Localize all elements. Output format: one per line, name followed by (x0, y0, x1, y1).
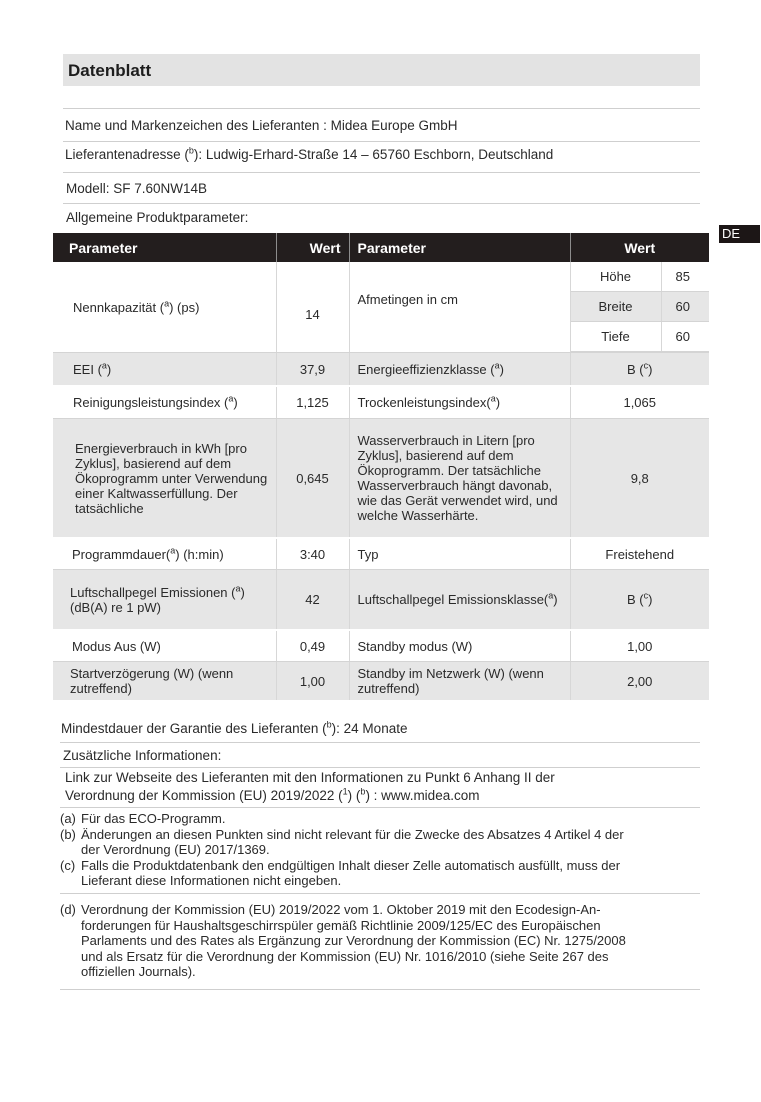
table-row (53, 630, 709, 662)
param-value-2: B ($^c$) (570, 353, 709, 387)
dimensions-cell (570, 262, 709, 353)
table-header (53, 233, 709, 262)
dim-value: 85 (661, 262, 709, 292)
param-value-2: Freistehend (570, 538, 709, 570)
divider (60, 893, 700, 894)
param-label-2: Energieeffizienzklasse ($^a$) (349, 353, 570, 387)
dim-value: 60 (661, 292, 709, 322)
capacity-value: 14 (276, 262, 349, 353)
param-value: 0,49 (276, 630, 349, 662)
capacity-label: Nennkapazität ($^a$) (ps) (53, 262, 276, 353)
footnote-a: (a) Für das ECO-Programm. (60, 811, 226, 826)
dim-value: 60 (661, 322, 709, 352)
dimensions-label: Afmetingen in cm (349, 262, 570, 353)
footnote-d-line: offiziellen Journals). (81, 964, 196, 979)
param-label-2: Wasserverbrauch in Litern [pro Zyklus], basierend auf dem Ökoprogramm. Der tatsächliche Wasserverbrauch hängt davonab, wie das Gerät verwendet wird, und welche Wasserhärte. (349, 419, 570, 539)
param-label-2: Standby im Netzwerk (W) (wenn zutreffend) (349, 662, 570, 702)
dim-key: Höhe (571, 262, 662, 292)
footnotes-abc (60, 811, 624, 889)
header-parameter-2: Parameter (349, 233, 570, 262)
table-row (53, 386, 709, 419)
divider (63, 172, 700, 173)
param-value: 1,125 (276, 386, 349, 419)
footnote-c: (c) Falls die Produktdatenbank den endgültigen Inhalt dieser Zelle automatisch ausfüllt, muss der (60, 857, 621, 873)
param-value: 37,9 (276, 353, 349, 387)
param-label-2: Trockenleistungsindex($^a$) (349, 386, 570, 419)
table-row (53, 570, 709, 631)
param-value-2: 1,065 (570, 386, 709, 419)
language-badge: DE (719, 225, 760, 243)
divider (63, 108, 700, 109)
spec-table (53, 233, 709, 702)
divider (63, 141, 700, 142)
param-value-2: 1,00 (570, 630, 709, 662)
param-value: 3:40 (276, 538, 349, 570)
link-info-line2: Verordnung der Kommission (EU) 2019/2022 ($^1$) ($^b$) : www.midea.com (65, 786, 480, 803)
dim-key: Tiefe (571, 322, 662, 352)
table-row (53, 662, 709, 702)
supplier-address: Lieferantenadresse ($^b$): Ludwig-Erhard-Straße 14 – 65760 Eschborn, Deutschland (65, 145, 554, 162)
footnote-d (60, 902, 626, 980)
param-label-2: Standby modus (W) (349, 630, 570, 662)
footnote-c-cont: Lieferant diese Informationen nicht eingeben. (81, 873, 342, 888)
footnote-b: (b) Änderungen an diesen Punkten sind nicht relevant für die Zwecke des Absatzes 4 Artikel 4 der (60, 826, 624, 842)
link-info-line1: Link zur Webseite des Lieferanten mit den Informationen zu Punkt 6 Anhang II der (65, 770, 555, 785)
param-label: Luftschallpegel Emissionen ($^a$) (dB(A) re 1 pW) (53, 570, 276, 631)
table-row (53, 419, 709, 539)
divider (63, 203, 700, 204)
param-label: Startverzögerung (W) (wenn zutreffend) (53, 662, 276, 702)
param-value: 0,645 (276, 419, 349, 539)
additional-info-label: Zusätzliche Informationen: (63, 748, 222, 763)
param-value-2: 9,8 (570, 419, 709, 539)
param-label: EEI ($^a$) (53, 353, 276, 387)
param-value-2: 2,00 (570, 662, 709, 702)
dimensions-table (571, 262, 710, 352)
divider (60, 742, 700, 743)
divider (60, 807, 700, 808)
param-value: 42 (276, 570, 349, 631)
param-value: 1,00 (276, 662, 349, 702)
header-value-2: Wert (570, 233, 709, 262)
footnote-b-cont: der Verordnung (EU) 2017/1369. (81, 842, 270, 857)
divider (60, 767, 700, 768)
param-label: Programmdauer($^a$) (h:min) (53, 538, 276, 570)
supplier-name: Name und Markenzeichen des Lieferanten : Midea Europe GmbH (65, 118, 458, 133)
header-value: Wert (276, 233, 349, 262)
page-title: Datenblatt (68, 61, 152, 80)
param-label: Modus Aus (W) (53, 630, 276, 662)
param-value-2: B ($^c$) (570, 570, 709, 631)
param-label-2: Luftschallpegel Emissionsklasse($^a$) (349, 570, 570, 631)
warranty-line: Mindestdauer der Garantie des Lieferanten ($^b$): 24 Monate (61, 719, 408, 736)
param-label: Energieverbrauch in kWh [pro Zyklus], basierend auf dem Ökoprogramm unter Verwendung einer Kaltwasserfüllung. Der tatsächliche (53, 419, 276, 539)
dim-key: Breite (571, 292, 662, 322)
param-label: Reinigungsleistungsindex ($^a$) (53, 386, 276, 419)
footnote-d-line: (d) Verordnung der Kommission (EU) 2019/2022 vom 1. Oktober 2019 mit den Ecodesign-An- (60, 902, 601, 917)
divider (60, 989, 700, 990)
header-parameter: Parameter (53, 233, 276, 262)
table-row (53, 353, 709, 387)
param-label-2: Typ (349, 538, 570, 570)
model-line: Modell: SF 7.60NW14B (66, 181, 208, 196)
footnote-d-line: Parlaments und des Rates als Ergänzung zur Verordnung der Kommission (EC) Nr. 1275/2008 (81, 933, 626, 948)
general-params-label: Allgemeine Produktparameter: (66, 210, 249, 225)
title-bar (63, 54, 700, 86)
footnote-d-line: forderungen für Haushaltsgeschirrspüler gemäß Richtlinie 2009/125/EC des Europäischen (81, 917, 601, 933)
table-row (53, 538, 709, 570)
footnote-d-line: und als Ersatz für die Verordnung der Kommission (EU) Nr. 1016/2010 (siehe Seite 267 des (81, 948, 609, 964)
table-row-capacity (53, 262, 709, 353)
